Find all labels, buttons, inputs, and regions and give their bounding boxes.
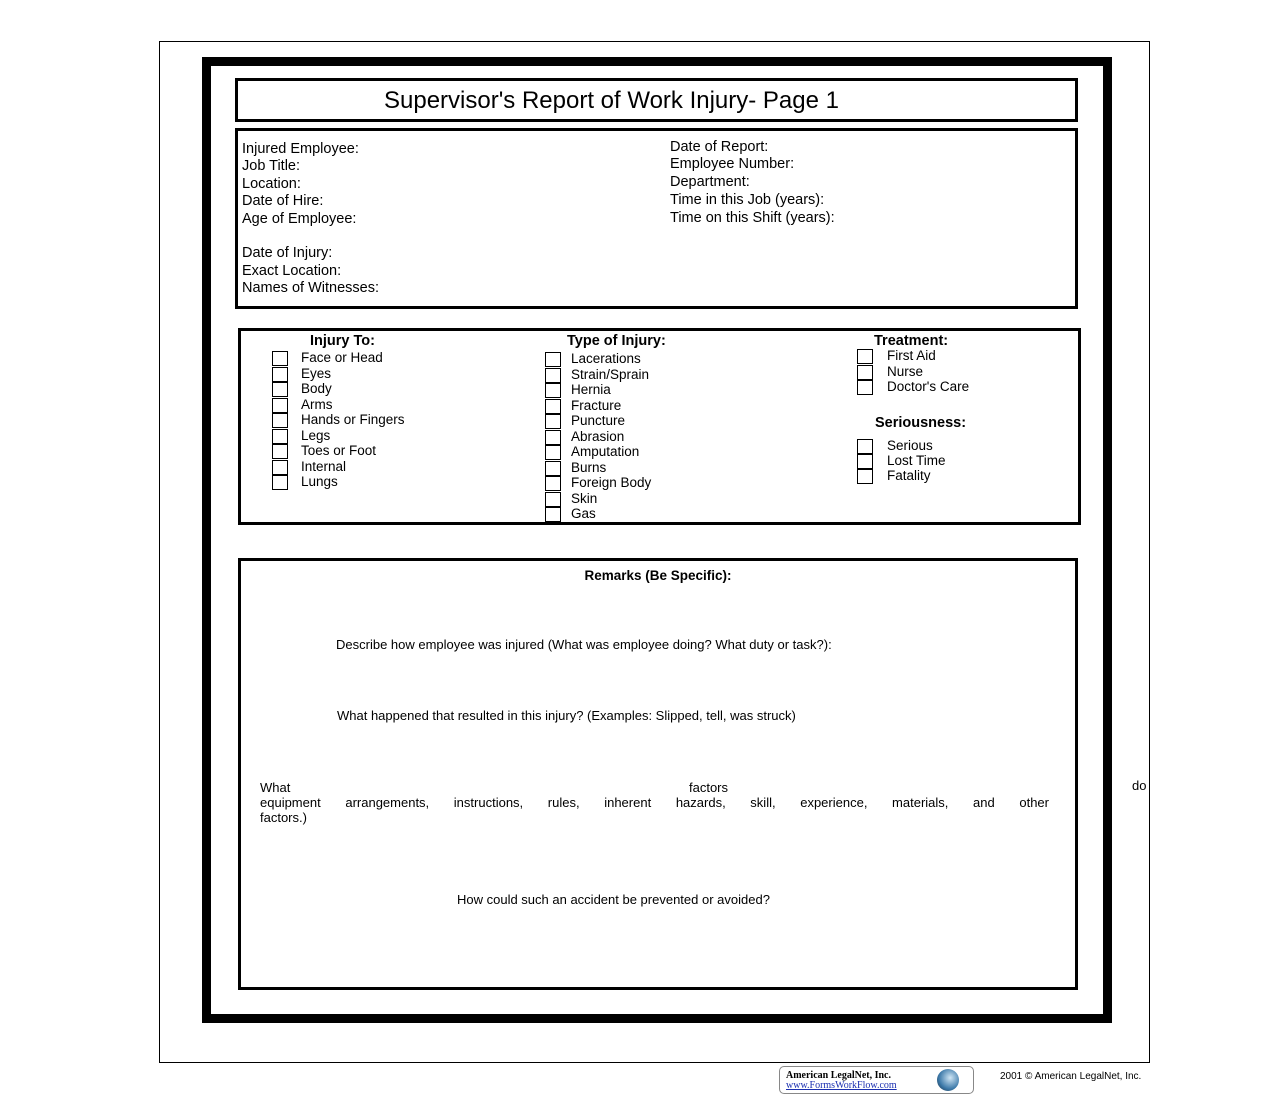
injury-to-label: Legs	[301, 427, 331, 443]
type-of-injury-checkbox[interactable]	[545, 368, 561, 383]
injury-to-checkbox[interactable]	[272, 475, 288, 490]
question-how-injured: Describe how employee was injured (What was employee doing? What duty or task?):	[336, 637, 832, 652]
injury-to-label: Eyes	[301, 365, 332, 381]
type-of-injury-checkbox[interactable]	[545, 414, 561, 429]
injury-to-label: Lungs	[301, 474, 338, 489]
remarks-heading: Remarks (Be Specific):	[584, 568, 732, 583]
field-exact-location: Exact Location:	[242, 263, 342, 279]
title-box	[235, 78, 1078, 122]
injury-to-label: Face or Head	[301, 350, 383, 365]
employee-info-section	[235, 128, 1078, 309]
type-of-injury-label: Abrasion	[571, 428, 625, 444]
field-employee-number: Employee Number:	[670, 156, 795, 172]
copyright-text: 2001 © American LegalNet, Inc.	[1000, 1071, 1142, 1082]
field-job-title: Job Title:	[242, 158, 301, 174]
question-what-happened: What happened that resulted in this injury? (Examples: Slipped, tell, was struck)	[337, 708, 796, 723]
seriousness-checkbox[interactable]	[857, 439, 873, 454]
question-factors-line3: factors.)	[260, 810, 307, 825]
type-of-injury-label: Lacerations	[571, 351, 641, 366]
field-location: Location:	[242, 176, 301, 192]
type-of-injury-label: Foreign Body	[571, 475, 652, 490]
injury-to-heading: Injury To:	[310, 333, 375, 349]
field-department: Department:	[670, 174, 750, 190]
type-of-injury-checkbox[interactable]	[545, 476, 561, 491]
treatment-checkbox[interactable]	[857, 380, 873, 395]
seriousness-checkbox[interactable]	[857, 469, 873, 484]
treatment-label: Nurse	[887, 363, 924, 379]
logo-url-link[interactable]: www.FormsWorkFlow.com	[786, 1080, 897, 1091]
type-of-injury-label: Fracture	[571, 397, 622, 413]
type-of-injury-heading: Type of Injury:	[567, 333, 666, 349]
globe-icon	[937, 1069, 959, 1091]
question-factors-line2: equipment arrangements, instructions, rules, inherent hazards, skill, experience, materials, and other	[260, 795, 1049, 810]
treatment-heading: Treatment:	[874, 333, 949, 349]
type-of-injury-checkbox[interactable]	[545, 507, 561, 522]
injury-to-checkbox[interactable]	[272, 382, 288, 397]
injury-to-checkbox[interactable]	[272, 413, 288, 428]
type-of-injury-checkbox[interactable]	[545, 492, 561, 507]
field-injured-employee: Injured Employee:	[242, 141, 359, 157]
type-of-injury-label: Hernia	[571, 382, 611, 397]
question-factors-word: factors	[689, 780, 729, 795]
remarks-section	[238, 558, 1078, 990]
question-factors-overflow: do	[1132, 778, 1147, 793]
type-of-injury-checkbox[interactable]	[545, 352, 561, 367]
seriousness-label: Lost Time	[887, 453, 946, 468]
injury-to-label: Hands or Fingers	[301, 412, 405, 427]
type-of-injury-label: Strain/Sprain	[571, 366, 650, 382]
injury-to-checkbox[interactable]	[272, 351, 288, 366]
question-factors-what: What	[260, 780, 291, 795]
type-of-injury-label: Burns	[571, 459, 607, 475]
field-date-of-hire: Date of Hire:	[242, 193, 324, 209]
injury-to-label: Toes or Foot	[301, 443, 377, 458]
field-witnesses: Names of Witnesses:	[242, 280, 379, 296]
treatment-label: First Aid	[887, 348, 936, 363]
type-of-injury-checkbox[interactable]	[545, 383, 561, 398]
injury-to-label: Arms	[301, 396, 333, 412]
type-of-injury-checkbox[interactable]	[545, 399, 561, 414]
seriousness-label: Serious	[887, 438, 933, 453]
page-title: Supervisor's Report of Work Injury- Page 1	[384, 87, 839, 114]
field-date-of-report: Date of Report:	[670, 139, 769, 155]
injury-to-checkbox[interactable]	[272, 429, 288, 444]
type-of-injury-label: Gas	[571, 506, 596, 521]
field-time-in-job: Time in this Job (years):	[670, 192, 825, 208]
field-time-on-shift: Time on this Shift (years):	[670, 210, 835, 226]
seriousness-checkbox[interactable]	[857, 454, 873, 469]
treatment-checkbox[interactable]	[857, 365, 873, 380]
injury-to-checkbox[interactable]	[272, 398, 288, 413]
type-of-injury-label: Puncture	[571, 413, 626, 428]
type-of-injury-checkbox[interactable]	[545, 445, 561, 460]
logo-company-name: American LegalNet, Inc.	[786, 1070, 891, 1081]
treatment-checkbox[interactable]	[857, 349, 873, 364]
question-prevention: How could such an accident be prevented or avoided?	[457, 892, 770, 907]
injury-to-label: Body	[301, 381, 332, 396]
injury-to-checkbox[interactable]	[272, 444, 288, 459]
injury-to-label: Internal	[301, 458, 347, 474]
type-of-injury-label: Skin	[571, 490, 598, 506]
seriousness-heading: Seriousness:	[875, 415, 967, 431]
type-of-injury-checkbox[interactable]	[545, 461, 561, 476]
treatment-label: Doctor's Care	[887, 379, 970, 394]
type-of-injury-checkbox[interactable]	[545, 430, 561, 445]
injury-categories-section	[238, 328, 1081, 525]
seriousness-label: Fatality	[887, 468, 931, 483]
field-date-of-injury: Date of Injury:	[242, 245, 333, 261]
type-of-injury-label: Amputation	[571, 444, 640, 459]
injury-to-checkbox[interactable]	[272, 460, 288, 475]
footer-logo[interactable]	[779, 1066, 974, 1094]
field-age: Age of Employee:	[242, 211, 357, 227]
injury-to-checkbox[interactable]	[272, 367, 288, 382]
